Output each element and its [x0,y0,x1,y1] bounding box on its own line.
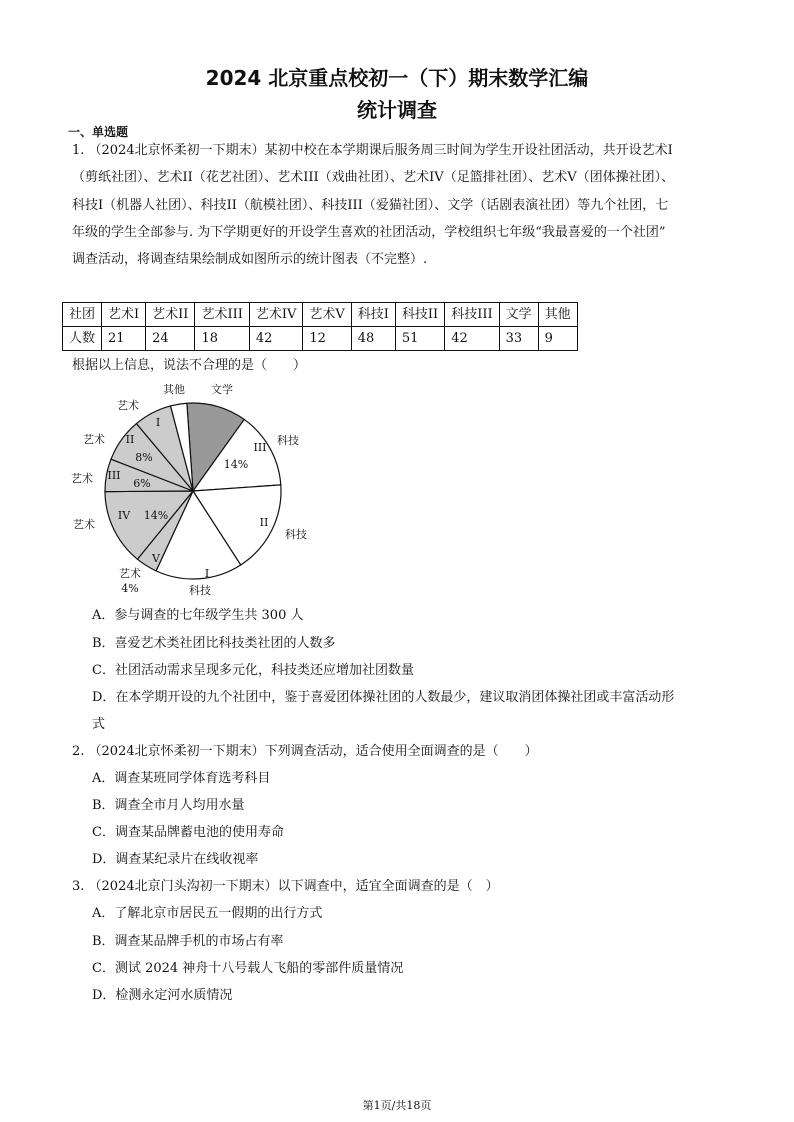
slice-outer-label: 科技 [277,434,299,447]
table-cell: 科技III [445,303,499,327]
table-cell: 艺术II [146,303,195,327]
q3-option-b: B．调查某品牌手机的市场占有率 [92,934,284,949]
slice-percent-label: 14% [143,509,169,522]
table-cell: 其他 [538,303,577,327]
club-table [62,302,578,351]
table-cell: 12 [303,327,351,351]
slice-inner-label: I [155,416,161,429]
slice-inner-label: V [152,552,160,565]
slice-inner-label: II [125,433,135,446]
slice-outer-label: 科技 [189,584,211,597]
q1-option-d: D．在本学期开设的九个社团中，鉴于喜爱团体操社团的人数最少，建议取消团体操社团或丰富活动形 [92,690,675,705]
slice-inner-label: I [204,567,210,580]
table-cell: 24 [146,327,195,351]
table-cell: 18 [195,327,249,351]
q2-stem: 2. （2024北京怀柔初一下期末）下列调查活动，适合使用全面调查的是（ ） [72,744,538,759]
q1-line: 科技I（机器人社团）、科技II（航模社团）、科技III（爱猫社团）、文学（话剧表演社团）等九个社团，七 [72,198,669,213]
section-heading: 一、单选题 [68,125,129,139]
q1-prompt: 根据以上信息，说法不合理的是（ ） [72,358,307,373]
q1-option-b: B．喜爱艺术类社团比科技类社团的人数多 [92,636,336,651]
slice-inner-label: IV [117,509,131,522]
slice-percent-label: 14% [223,458,249,471]
q2-option-c: C．调查某品牌蓄电池的使用寿命 [92,825,284,840]
table-cell: 社团 [63,303,102,327]
slice-outer-label: 文学 [211,383,233,396]
table-header-row [63,303,578,327]
table-cell: 人数 [63,327,102,351]
q1-option-a: A．参与调查的七年级学生共 300 人 [92,608,304,623]
q2-option-d: D．调查某纪录片在线收视率 [92,852,259,867]
page-footer: 第1页/共18页 [362,1099,432,1112]
slice-outer-label: 艺术 [73,518,95,531]
table-cell: 42 [249,327,303,351]
table-cell: 艺术IV [249,303,303,327]
table-cell: 科技I [351,303,395,327]
q1-line: 调查活动，将调查结果绘制成如图所示的统计图表（不完整）. [72,252,428,267]
slice-outer-label: 其他 [163,383,185,396]
table-cell: 33 [499,327,538,351]
table-cell: 科技II [395,303,444,327]
slice-inner-label: III [107,469,121,482]
q1-line: 年级的学生全部参与. 为下学期更好的开设学生喜欢的社团活动，学校组织七年级“我最喜爱的一个社团” [72,225,666,240]
page-subtitle: 统计调查 [357,98,437,122]
table-cell: 艺术I [102,303,146,327]
slice-percent-label: 8% [135,451,153,464]
q1-line: （剪纸社团）、艺术II（花艺社团）、艺术III（戏曲社团）、艺术IV（足篮排社团）、艺术V（团体操社团）、 [72,170,675,185]
slice-outer-label: 艺术 [119,567,141,580]
table-cell: 文学 [499,303,538,327]
slice-outer-label: 科技 [285,528,307,541]
table-cell: 艺术V [303,303,351,327]
slice-outer-label: 艺术 [83,433,105,446]
q3-stem: 3. （2024北京门头沟初一下期末）以下调查中，适宜全面调查的是（ ） [72,879,499,894]
page-title: 2024 北京重点校初一（下）期末数学汇编 [205,66,589,90]
q1-option-d-cont: 式 [92,717,106,732]
q1-option-c: C．社团活动需求呈现多元化，科技类还应增加社团数量 [92,663,414,678]
table-cell: 51 [395,327,444,351]
table-cell: 42 [445,327,499,351]
q2-option-a: A．调查某班同学体育选考科目 [92,771,271,786]
slice-outer-label: 艺术 [71,472,93,485]
table-cell: 48 [351,327,395,351]
table-cell: 9 [538,327,577,351]
slice-inner-label: III [253,441,267,454]
q2-option-b: B．调查全市月人均用水量 [92,798,245,813]
q3-option-d: D．检测永定河水质情况 [92,988,233,1003]
slice-outer-label: 艺术 [117,399,139,412]
table-cell: 21 [102,327,146,351]
slice-percent-label: 6% [133,477,151,490]
slice-percent-label: 4% [121,582,139,595]
q3-option-c: C．测试 2024 神舟十八号载人飞船的零部件质量情况 [92,961,404,976]
q1-line: 1. （2024北京怀柔初一下期末）某初中校在本学期课后服务周三时间为学生开设社团活动，共开设艺术I [72,143,673,158]
q3-option-a: A．了解北京市居民五一假期的出行方式 [92,906,323,921]
table-cell: 艺术III [195,303,249,327]
pie-chart [60,378,320,603]
slice-inner-label: II [259,516,269,529]
table-row [63,327,578,351]
